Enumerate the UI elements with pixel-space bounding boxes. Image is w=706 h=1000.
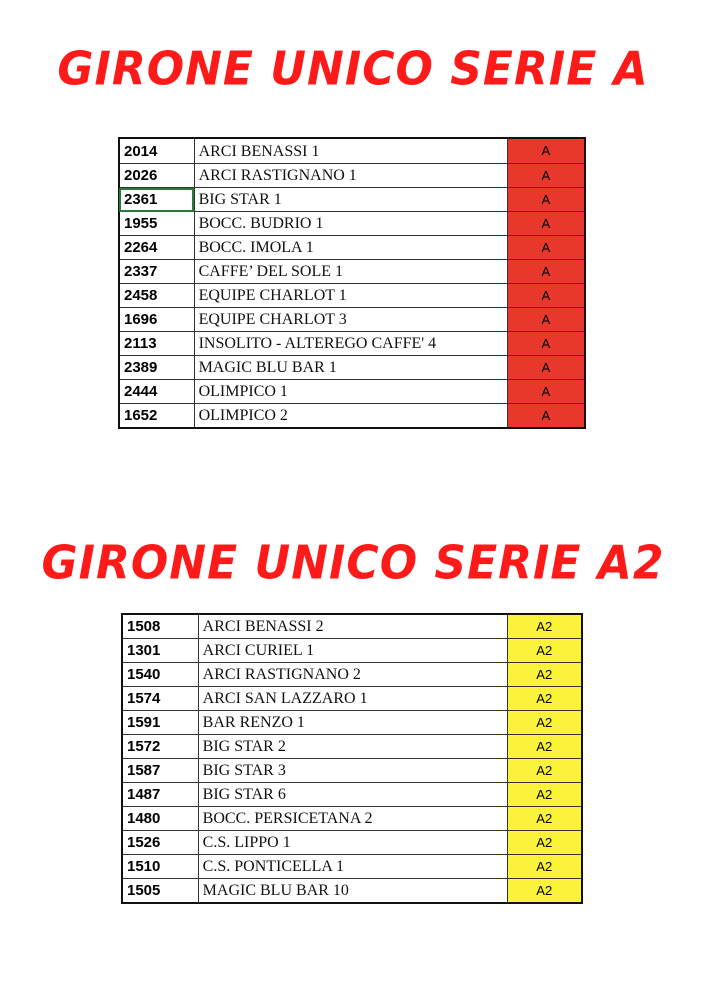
serie-a2-row <box>122 831 582 855</box>
serie-a-code-cell[interactable]: 1696 <box>119 308 194 332</box>
serie-a2-row <box>122 687 582 711</box>
serie-a2-row <box>122 663 582 687</box>
serie-a2-table <box>121 613 583 904</box>
serie-a2-group-cell[interactable]: A2 <box>507 783 582 807</box>
serie-a-row <box>119 236 585 260</box>
serie-a2-row <box>122 639 582 663</box>
serie-a-row <box>119 164 585 188</box>
serie-a-team-cell[interactable]: OLIMPICO 2 <box>194 404 507 429</box>
serie-a-row <box>119 332 585 356</box>
serie-a-team-cell[interactable]: INSOLITO - ALTEREGO CAFFE' 4 <box>194 332 507 356</box>
serie-a-code-cell[interactable]: 2026 <box>119 164 194 188</box>
serie-a2-team-cell[interactable]: ARCI SAN LAZZARO 1 <box>198 687 507 711</box>
serie-a-code-cell[interactable]: 2361 <box>119 188 194 212</box>
serie-a-group-cell[interactable]: A <box>507 284 585 308</box>
serie-a-group-cell[interactable]: A <box>507 356 585 380</box>
serie-a-row <box>119 356 585 380</box>
serie-a2-group-cell[interactable]: A2 <box>507 735 582 759</box>
serie-a2-team-cell[interactable]: BIG STAR 6 <box>198 783 507 807</box>
serie-a2-title: GIRONE UNICO SERIE A2 <box>41 536 665 591</box>
serie-a-row <box>119 380 585 404</box>
serie-a2-group-cell[interactable]: A2 <box>507 807 582 831</box>
serie-a2-code-cell[interactable]: 1301 <box>122 639 198 663</box>
serie-a2-code-cell[interactable]: 1574 <box>122 687 198 711</box>
serie-a2-code-cell[interactable]: 1572 <box>122 735 198 759</box>
serie-a2-group-cell[interactable]: A2 <box>507 663 582 687</box>
serie-a-group-cell[interactable]: A <box>507 332 585 356</box>
serie-a-group-cell[interactable]: A <box>507 404 585 429</box>
serie-a-group-cell[interactable]: A <box>507 260 585 284</box>
serie-a-group-cell[interactable]: A <box>507 188 585 212</box>
serie-a2-code-cell[interactable]: 1480 <box>122 807 198 831</box>
serie-a-group-cell[interactable]: A <box>507 236 585 260</box>
serie-a2-group-cell[interactable]: A2 <box>507 759 582 783</box>
serie-a-code-cell[interactable]: 2444 <box>119 380 194 404</box>
serie-a-code-cell[interactable]: 2014 <box>119 138 194 164</box>
serie-a2-code-cell[interactable]: 1540 <box>122 663 198 687</box>
serie-a2-group-cell[interactable]: A2 <box>507 639 582 663</box>
serie-a2-group-cell[interactable]: A2 <box>507 831 582 855</box>
serie-a-title: GIRONE UNICO SERIE A <box>57 42 649 97</box>
serie-a-code-cell[interactable]: 1955 <box>119 212 194 236</box>
serie-a2-code-cell[interactable]: 1510 <box>122 855 198 879</box>
serie-a2-team-cell[interactable]: BOCC. PERSICETANA 2 <box>198 807 507 831</box>
serie-a2-group-cell[interactable]: A2 <box>507 687 582 711</box>
serie-a-row <box>119 188 585 212</box>
serie-a-row <box>119 260 585 284</box>
serie-a-team-cell[interactable]: ARCI RASTIGNANO 1 <box>194 164 507 188</box>
serie-a-team-cell[interactable]: BIG STAR 1 <box>194 188 507 212</box>
serie-a-team-cell[interactable]: OLIMPICO 1 <box>194 380 507 404</box>
serie-a2-team-cell[interactable]: C.S. PONTICELLA 1 <box>198 855 507 879</box>
serie-a-group-cell[interactable]: A <box>507 212 585 236</box>
serie-a-team-cell[interactable]: EQUIPE CHARLOT 3 <box>194 308 507 332</box>
serie-a2-code-cell[interactable]: 1487 <box>122 783 198 807</box>
serie-a-code-cell[interactable]: 2113 <box>119 332 194 356</box>
serie-a2-code-cell[interactable]: 1587 <box>122 759 198 783</box>
serie-a-row <box>119 138 585 164</box>
serie-a2-row <box>122 759 582 783</box>
serie-a2-team-cell[interactable]: MAGIC BLU BAR 10 <box>198 879 507 904</box>
serie-a2-team-cell[interactable]: ARCI BENASSI 2 <box>198 614 507 639</box>
serie-a-team-cell[interactable]: EQUIPE CHARLOT 1 <box>194 284 507 308</box>
serie-a-code-cell[interactable]: 2458 <box>119 284 194 308</box>
serie-a-team-cell[interactable]: MAGIC BLU BAR 1 <box>194 356 507 380</box>
serie-a-row <box>119 308 585 332</box>
serie-a2-row <box>122 879 582 904</box>
serie-a-row <box>119 284 585 308</box>
serie-a2-row <box>122 855 582 879</box>
serie-a-group-cell[interactable]: A <box>507 380 585 404</box>
serie-a-team-cell[interactable]: BOCC. IMOLA 1 <box>194 236 507 260</box>
serie-a-row <box>119 212 585 236</box>
serie-a2-row <box>122 614 582 639</box>
serie-a2-group-cell[interactable]: A2 <box>507 711 582 735</box>
serie-a2-code-cell[interactable]: 1591 <box>122 711 198 735</box>
serie-a2-row <box>122 807 582 831</box>
serie-a2-code-cell[interactable]: 1508 <box>122 614 198 639</box>
serie-a2-group-cell[interactable]: A2 <box>507 614 582 639</box>
serie-a2-team-cell[interactable]: C.S. LIPPO 1 <box>198 831 507 855</box>
serie-a-table <box>118 137 586 429</box>
serie-a2-row <box>122 711 582 735</box>
serie-a2-code-cell[interactable]: 1505 <box>122 879 198 904</box>
serie-a2-team-cell[interactable]: BIG STAR 2 <box>198 735 507 759</box>
serie-a-code-cell[interactable]: 2264 <box>119 236 194 260</box>
serie-a-code-cell[interactable]: 1652 <box>119 404 194 429</box>
serie-a2-code-cell[interactable]: 1526 <box>122 831 198 855</box>
serie-a-team-cell[interactable]: CAFFE’ DEL SOLE 1 <box>194 260 507 284</box>
serie-a-group-cell[interactable]: A <box>507 138 585 164</box>
serie-a2-row <box>122 783 582 807</box>
serie-a2-team-cell[interactable]: BAR RENZO 1 <box>198 711 507 735</box>
serie-a-row <box>119 404 585 429</box>
serie-a-code-cell[interactable]: 2337 <box>119 260 194 284</box>
serie-a2-group-cell[interactable]: A2 <box>507 879 582 904</box>
serie-a-group-cell[interactable]: A <box>507 164 585 188</box>
serie-a-code-cell[interactable]: 2389 <box>119 356 194 380</box>
serie-a2-team-cell[interactable]: ARCI RASTIGNANO 2 <box>198 663 507 687</box>
serie-a2-row <box>122 735 582 759</box>
serie-a-team-cell[interactable]: ARCI BENASSI 1 <box>194 138 507 164</box>
serie-a2-group-cell[interactable]: A2 <box>507 855 582 879</box>
serie-a2-team-cell[interactable]: BIG STAR 3 <box>198 759 507 783</box>
serie-a-team-cell[interactable]: BOCC. BUDRIO 1 <box>194 212 507 236</box>
serie-a2-team-cell[interactable]: ARCI CURIEL 1 <box>198 639 507 663</box>
serie-a-group-cell[interactable]: A <box>507 308 585 332</box>
